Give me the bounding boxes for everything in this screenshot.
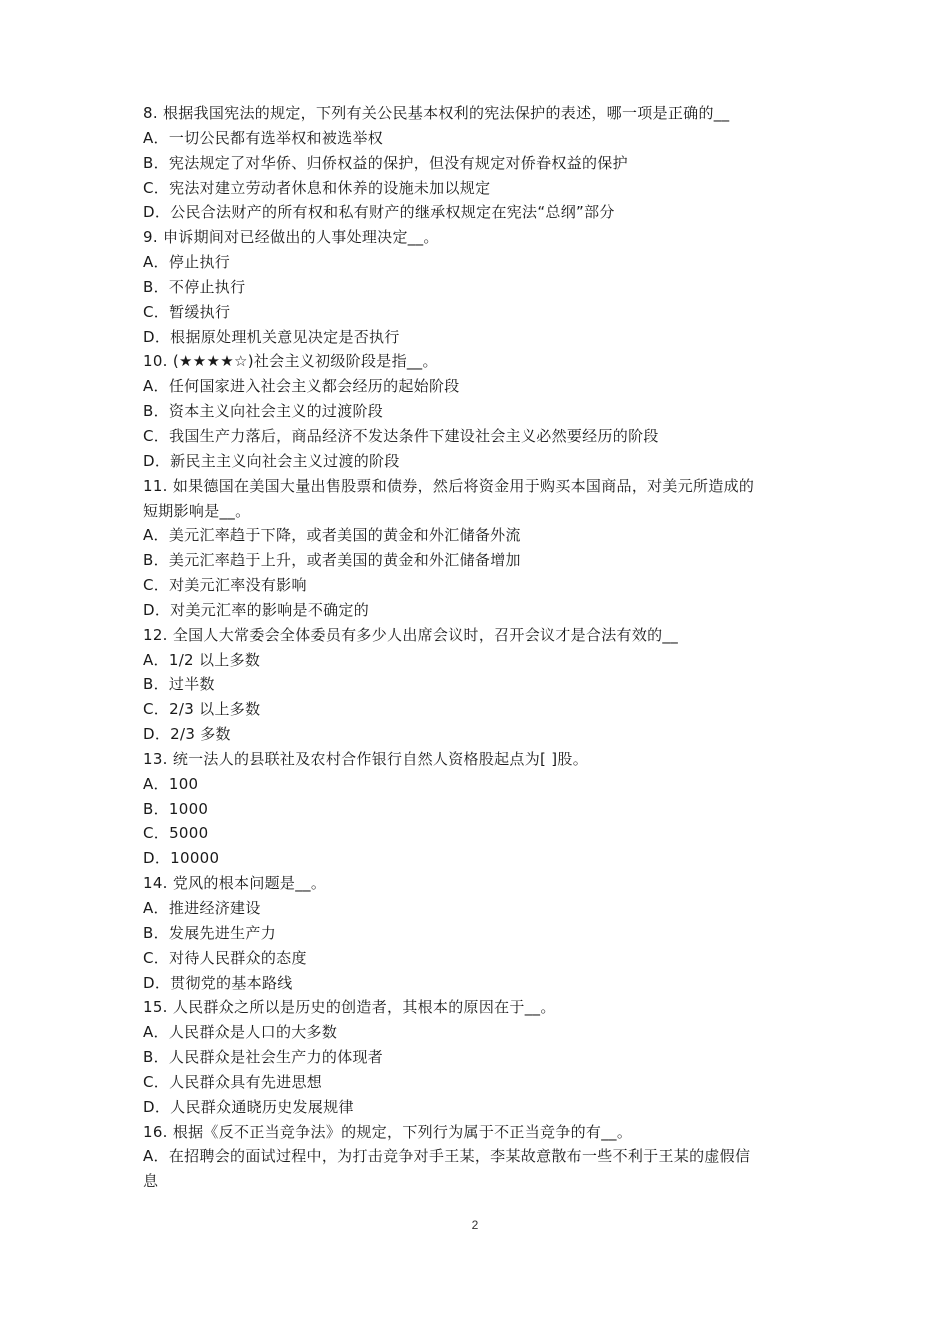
answer-option: B．人民群众是社会生产力的体现者 (143, 1048, 384, 1067)
answer-option: D．贯彻党的基本路线 (143, 973, 293, 992)
answer-option: A．100 (143, 774, 199, 793)
answer-option: A．推进经济建设 (143, 899, 261, 917)
question-stem: 12. 全国人大常委会全体委员有多少人出席会议时，召开会议才是合法有效的__ (143, 625, 679, 644)
answer-option: D．10000 (143, 849, 220, 868)
answer-option: A．一切公民都有选举权和被选举权 (143, 128, 384, 147)
answer-option: D．根据原处理机关意见决定是否执行 (143, 327, 400, 346)
answer-option: A．人民群众是人口的大多数 (143, 1023, 338, 1042)
answer-option: C．暂缓执行 (143, 302, 231, 321)
question-stem: 16. 根据《反不正当竞争法》的规定，下列行为属于不正当竞争的有__。 (143, 1122, 633, 1141)
answer-option: C．对待人民群众的态度 (143, 948, 307, 967)
answer-option: A．美元汇率趋于下降，或者美国的黄金和外汇储备外流 (143, 526, 521, 545)
answer-option: C．5000 (143, 824, 209, 843)
question-continuation: 短期影响是__。 (143, 501, 251, 520)
answer-option: C．宪法对建立劳动者休息和休养的设施未加以规定 (143, 178, 491, 197)
answer-option: B．发展先进生产力 (143, 923, 276, 942)
question-list (143, 101, 833, 1194)
answer-option: C．我国生产力落后，商品经济不发达条件下建设社会主义必然要经历的阶段 (143, 426, 659, 445)
answer-option: C．对美元汇率没有影响 (143, 576, 307, 595)
answer-option: B．宪法规定了对华侨、归侨权益的保护，但没有规定对侨眷权益的保护 (143, 153, 628, 172)
answer-option: D．人民群众通晓历史发展规律 (143, 1097, 354, 1116)
page-number: 2 (471, 1218, 479, 1232)
answer-option: A．停止执行 (143, 253, 231, 272)
answer-option: A．1/2 以上多数 (143, 650, 261, 669)
answer-option: B．美元汇率趋于上升，或者美国的黄金和外汇储备增加 (143, 551, 521, 570)
answer-option: A．任何国家进入社会主义都会经历的起始阶段 (143, 377, 460, 396)
answer-option: D．对美元汇率的影响是不确定的 (143, 600, 370, 619)
question-stem: 9. 申诉期间对已经做出的人事处理决定__。 (143, 228, 439, 247)
answer-option: B．过半数 (143, 675, 215, 694)
answer-option: D．新民主主义向社会主义过渡的阶段 (143, 451, 400, 470)
answer-option: B．1000 (143, 799, 209, 818)
question-stem: 13. 统一法人的县联社及农村合作银行自然人资格股起点为[ ]股。 (143, 749, 588, 768)
answer-option: B．资本主义向社会主义的过渡阶段 (143, 402, 384, 421)
question-stem: 8. 根据我国宪法的规定，下列有关公民基本权利的宪法保护的表述，哪一项是正确的__ (143, 104, 730, 122)
answer-option: B．不停止执行 (143, 277, 246, 296)
question-continuation: 息 (143, 1172, 159, 1191)
question-stem: 14. 党风的根本问题是__。 (143, 874, 327, 893)
answer-option: D．公民合法财产的所有权和私有财产的继承权规定在宪法“总纲”部分 (143, 203, 615, 222)
answer-option: A．在招聘会的面试过程中，为打击竞争对手王某，李某故意散布一些不利于王某的虚假信 (143, 1147, 751, 1166)
question-stem: 15. 人民群众之所以是历史的创造者，其根本的原因在于__。 (143, 998, 556, 1017)
question-stem: 10. (★★★★☆)社会主义初级阶段是指__。 (143, 352, 438, 371)
question-stem: 11. 如果德国在美国大量出售股票和债券，然后将资金用于购买本国商品，对美元所造成的 (143, 476, 755, 495)
answer-option: C．人民群众具有先进思想 (143, 1072, 323, 1091)
answer-option: C．2/3 以上多数 (143, 700, 261, 719)
answer-option: D．2/3 多数 (143, 725, 231, 744)
